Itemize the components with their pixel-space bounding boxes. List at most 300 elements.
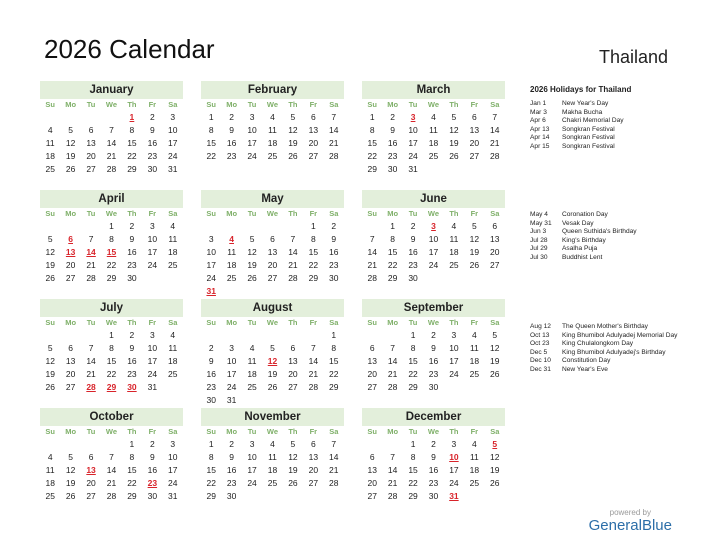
holiday-name: King Bhumibol Adulyadej Memorial Day [562,331,678,339]
day-cell: 2 [431,439,436,449]
day-cell: 14 [308,356,319,366]
week-row [40,233,183,246]
weekday-label: Mo [226,318,238,327]
weekday-label: Tu [408,100,418,109]
holiday-entry [530,237,700,246]
weekday-label: Mo [65,100,77,109]
day-cell: 20 [469,138,480,148]
day-cell: 21 [490,138,500,148]
weekday-label: Mo [226,209,238,218]
holiday-name: Constitution Day [562,357,611,364]
empty-day-cell [40,220,60,233]
day-cell: 25 [247,382,257,392]
empty-day-cell [101,111,121,124]
day-cell: 7 [369,234,375,244]
day-cell: 18 [168,356,178,366]
day-cell: 10 [168,125,178,135]
day-cell: 10 [168,452,178,462]
day-cell: 17 [206,260,216,270]
empty-day-cell [303,329,323,342]
weekday-label: Tu [86,209,96,218]
weekday-label: Mo [65,209,77,218]
day-cell: 14 [387,356,398,366]
day-cell: 27 [308,478,319,488]
empty-day-cell [40,111,60,124]
day-cell: 29 [408,491,418,501]
day-cell: 3 [149,221,155,231]
month-december [362,408,505,503]
day-cell: 14 [367,247,377,257]
holiday-name: New Year's Day [562,100,609,107]
week-row [40,477,183,490]
weekday-label: Th [127,209,137,218]
empty-day-cell [324,394,344,407]
weekday-label: Sa [490,427,500,436]
empty-day-cell [40,438,60,451]
day-cell: 30 [428,382,439,392]
day-cell: 10 [147,343,158,353]
weekday-label: Su [45,100,55,109]
day-cell: 4 [471,439,477,449]
weekday-label: Su [206,318,216,327]
month-title: August [201,299,344,317]
month-august [201,299,344,407]
week-row [362,329,505,342]
weekday-label: We [427,427,440,436]
day-cell: 10 [408,125,418,135]
day-cell: 7 [331,112,337,122]
day-cell: 23 [127,260,137,270]
weekday-label: Th [127,100,137,109]
holiday-day-cell: 15 [106,247,117,257]
weekday-label: Fr [148,427,157,436]
weekday-label: Tu [86,318,96,327]
day-cell: 12 [65,465,76,475]
day-cell: 23 [147,151,158,161]
day-cell: 15 [367,138,377,148]
month-title: November [201,408,344,426]
week-row [201,477,344,490]
holiday-day-cell: 28 [86,382,96,392]
weekday-header [362,99,505,111]
holiday-day-cell: 12 [267,356,278,366]
day-cell: 23 [127,369,137,379]
empty-day-cell [201,220,221,233]
weekday-label: Su [45,427,55,436]
empty-day-cell [464,163,484,176]
week-row [201,342,344,355]
weekday-label: Mo [65,427,77,436]
day-cell: 2 [431,330,436,340]
weekday-label: Fr [309,318,318,327]
weekday-label: Tu [408,209,418,218]
day-cell: 8 [208,452,214,462]
day-cell: 21 [329,138,339,148]
day-cell: 9 [229,125,234,135]
holiday-day-cell: 30 [127,382,137,392]
week-row [362,438,505,451]
day-cell: 18 [449,247,459,257]
weekday-label: Fr [148,209,157,218]
day-cell: 1 [109,330,114,340]
weekday-label: We [266,209,279,218]
day-cell: 10 [428,234,439,244]
day-cell: 27 [469,151,480,161]
holiday-name: New Year's Eve [562,365,608,373]
day-cell: 23 [387,151,398,161]
weekday-label: We [266,427,279,436]
week-row [201,394,344,407]
empty-day-cell [60,111,80,124]
day-cell: 1 [109,221,114,231]
day-cell: 18 [45,151,55,161]
day-cell: 23 [329,260,339,270]
day-cell: 13 [367,356,377,366]
day-cell: 7 [492,112,498,122]
weekday-label: Th [449,318,459,327]
day-cell: 9 [431,343,436,353]
weekday-label: Th [288,427,298,436]
holiday-day-cell: 3 [431,221,436,231]
day-cell: 12 [247,247,257,257]
day-cell: 12 [449,125,459,135]
day-cell: 3 [170,112,176,122]
holiday-entry [530,117,700,126]
day-cell: 26 [490,478,500,488]
empty-day-cell [423,272,443,285]
day-cell: 28 [490,151,500,161]
holiday-date: Apr 6 [530,117,546,124]
day-cell: 31 [168,164,178,174]
weekday-label: We [105,209,118,218]
week-row [201,355,344,368]
empty-day-cell [221,285,241,298]
weekday-label: Sa [168,100,178,109]
holiday-day-cell: 10 [449,452,459,462]
holiday-entry [530,134,700,143]
day-cell: 15 [408,356,418,366]
weekday-label: Fr [309,427,318,436]
weekday-label: Sa [329,427,339,436]
week-row [201,381,344,394]
footer-brand[interactable] [589,508,672,534]
weekday-header [201,317,344,329]
day-cell: 30 [226,491,237,501]
day-cell: 14 [490,125,500,135]
weekday-label: Sa [168,209,178,218]
day-cell: 22 [329,369,339,379]
day-cell: 24 [247,151,257,161]
day-cell: 14 [106,138,117,148]
day-cell: 19 [288,138,298,148]
day-cell: 19 [45,369,55,379]
empty-day-cell [142,272,162,285]
day-cell: 12 [490,343,500,353]
empty-day-cell [485,272,505,285]
week-row [201,233,344,246]
day-cell: 4 [47,452,53,462]
day-cell: 9 [410,234,416,244]
holiday-date: Dec 5 [530,348,548,356]
weekday-label: We [427,209,440,218]
day-cell: 13 [367,465,377,475]
empty-day-cell [262,394,282,407]
day-cell: 2 [229,439,234,449]
month-june [362,190,505,285]
month-title: July [40,299,183,317]
day-cell: 11 [168,234,178,244]
day-cell: 2 [229,112,234,122]
day-cell: 4 [431,112,436,122]
holiday-day-cell: 5 [492,439,498,449]
month-october [40,408,183,503]
day-cell: 24 [168,478,178,488]
week-row [40,451,183,464]
day-cell: 6 [88,452,94,462]
holiday-name: Makha Bucha [562,108,603,116]
day-cell: 12 [65,138,76,148]
day-cell: 16 [428,465,439,475]
day-cell: 31 [147,382,158,392]
day-cell: 22 [408,369,418,379]
day-cell: 10 [449,343,459,353]
day-cell: 13 [469,125,480,135]
day-cell: 29 [329,382,339,392]
holiday-name: King Bhumibol Adulyadej's Birthday [562,348,666,356]
day-cell: 28 [387,491,398,501]
day-cell: 7 [109,452,114,462]
day-cell: 28 [106,491,117,501]
holiday-entry [530,126,700,135]
holiday-date: Aug 12 [530,323,551,330]
weekday-header [40,317,183,329]
week-row [201,285,344,298]
day-cell: 17 [247,465,257,475]
day-cell: 19 [247,260,257,270]
day-cell: 25 [45,164,55,174]
empty-day-cell [81,329,101,342]
weekday-label: Fr [470,427,479,436]
day-cell: 4 [249,343,255,353]
weekday-label: Tu [247,100,257,109]
day-cell: 11 [469,343,479,353]
empty-day-cell [283,285,303,298]
day-cell: 24 [168,151,178,161]
day-cell: 29 [408,382,418,392]
day-cell: 22 [106,260,117,270]
empty-day-cell [444,163,464,176]
holiday-date: May 4 [530,211,548,218]
week-row [201,111,344,124]
empty-day-cell [262,490,282,503]
day-cell: 19 [65,478,76,488]
holiday-date: Apr 14 [530,134,550,141]
weekday-header [201,208,344,220]
day-cell: 25 [267,478,278,488]
day-cell: 27 [367,382,377,392]
day-cell: 3 [170,439,176,449]
day-cell: 10 [226,356,237,366]
weekday-label: We [105,318,118,327]
day-cell: 18 [247,369,257,379]
holiday-entry [530,109,700,118]
week-row [362,477,505,490]
day-cell: 6 [68,343,73,353]
day-cell: 18 [45,478,55,488]
day-cell: 27 [490,260,500,270]
day-cell: 12 [288,452,298,462]
day-cell: 16 [147,138,158,148]
day-cell: 13 [308,125,319,135]
weekday-label: Fr [309,209,318,218]
holiday-name: King's Birthday [562,236,606,244]
holiday-day-cell: 6 [68,234,73,244]
week-row [201,368,344,381]
empty-day-cell [303,285,323,298]
weekday-label: Tu [247,209,257,218]
weekday-label: Mo [387,100,399,109]
day-cell: 12 [45,356,55,366]
day-cell: 21 [86,369,96,379]
week-row [362,368,505,381]
day-cell: 16 [387,138,398,148]
weekday-label: Tu [408,427,418,436]
day-cell: 22 [127,478,137,488]
day-cell: 25 [45,491,55,501]
holiday-day-cell: 14 [86,247,96,257]
day-cell: 30 [206,395,216,405]
weekday-label: Fr [470,318,479,327]
day-cell: 3 [229,343,234,353]
day-cell: 17 [147,247,158,257]
day-cell: 23 [408,260,418,270]
day-cell: 28 [329,151,339,161]
holiday-entry [530,349,700,358]
day-cell: 28 [308,382,319,392]
week-row [40,220,183,233]
day-cell: 6 [270,234,275,244]
day-cell: 21 [329,465,339,475]
day-cell: 5 [471,221,477,231]
month-title: April [40,190,183,208]
week-row [362,490,505,503]
day-cell: 4 [170,330,176,340]
day-cell: 21 [387,369,398,379]
holiday-name: Chakri Memorial Day [562,117,624,124]
holiday-day-cell: 1 [129,112,135,122]
day-cell: 6 [290,343,296,353]
day-cell: 4 [170,221,176,231]
weekday-label: Th [127,318,137,327]
weekday-label: Fr [309,100,318,109]
empty-day-cell [303,394,323,407]
holiday-entry [530,228,700,237]
day-cell: 30 [329,273,339,283]
day-cell: 6 [369,343,375,353]
empty-day-cell [101,438,121,451]
weekday-header [40,208,183,220]
empty-day-cell [242,490,262,503]
day-cell: 25 [428,151,439,161]
week-row [201,490,344,503]
day-cell: 24 [226,382,237,392]
day-cell: 31 [226,395,237,405]
day-cell: 13 [86,138,96,148]
day-cell: 17 [247,138,257,148]
empty-day-cell [303,490,323,503]
day-cell: 20 [308,138,319,148]
day-cell: 25 [267,151,278,161]
day-cell: 5 [68,452,73,462]
empty-day-cell [485,381,505,394]
holiday-entry [530,332,700,341]
day-cell: 11 [168,343,178,353]
weekday-label: Fr [148,318,157,327]
day-cell: 10 [147,234,158,244]
weekday-label: Mo [387,427,399,436]
day-cell: 3 [249,112,255,122]
week-row [362,342,505,355]
weekday-label: Th [449,100,459,109]
month-may [201,190,344,298]
empty-day-cell [283,490,303,503]
week-row [40,381,183,394]
day-cell: 21 [86,260,96,270]
day-cell: 25 [449,260,459,270]
day-cell: 30 [147,164,158,174]
day-cell: 18 [226,260,237,270]
weekday-label: Su [45,209,55,218]
month-title: February [201,81,344,99]
day-cell: 27 [267,273,278,283]
week-row [40,246,183,259]
holiday-day-cell: 3 [410,112,416,122]
day-cell: 16 [206,369,216,379]
day-cell: 22 [308,260,319,270]
day-cell: 17 [226,369,237,379]
week-row [40,137,183,150]
holiday-name: Asalha Puja [562,245,598,252]
day-cell: 5 [249,234,255,244]
day-cell: 9 [149,125,155,135]
holiday-date: Apr 15 [530,142,550,150]
weekday-label: Th [288,100,298,109]
weekday-label: Sa [490,100,500,109]
holiday-name: King Chulalongkorn Day [562,340,634,347]
holiday-name: Songkran Festival [562,125,615,133]
empty-day-cell [81,438,101,451]
day-cell: 1 [208,439,214,449]
country-name: Thailand [598,47,668,67]
day-cell: 5 [270,343,275,353]
day-cell: 7 [88,234,94,244]
day-cell: 27 [86,491,96,501]
week-row [201,246,344,259]
day-cell: 21 [367,260,377,270]
day-cell: 25 [226,273,237,283]
weekday-label: Su [367,209,377,218]
holiday-date: Jul 30 [530,253,548,261]
month-april [40,190,183,285]
day-cell: 19 [490,356,500,366]
day-cell: 21 [106,478,117,488]
month-title: June [362,190,505,208]
day-cell: 15 [127,465,137,475]
empty-day-cell [362,438,382,451]
day-cell: 2 [149,439,155,449]
holiday-date: Jan 1 [530,100,547,107]
empty-day-cell [324,285,344,298]
